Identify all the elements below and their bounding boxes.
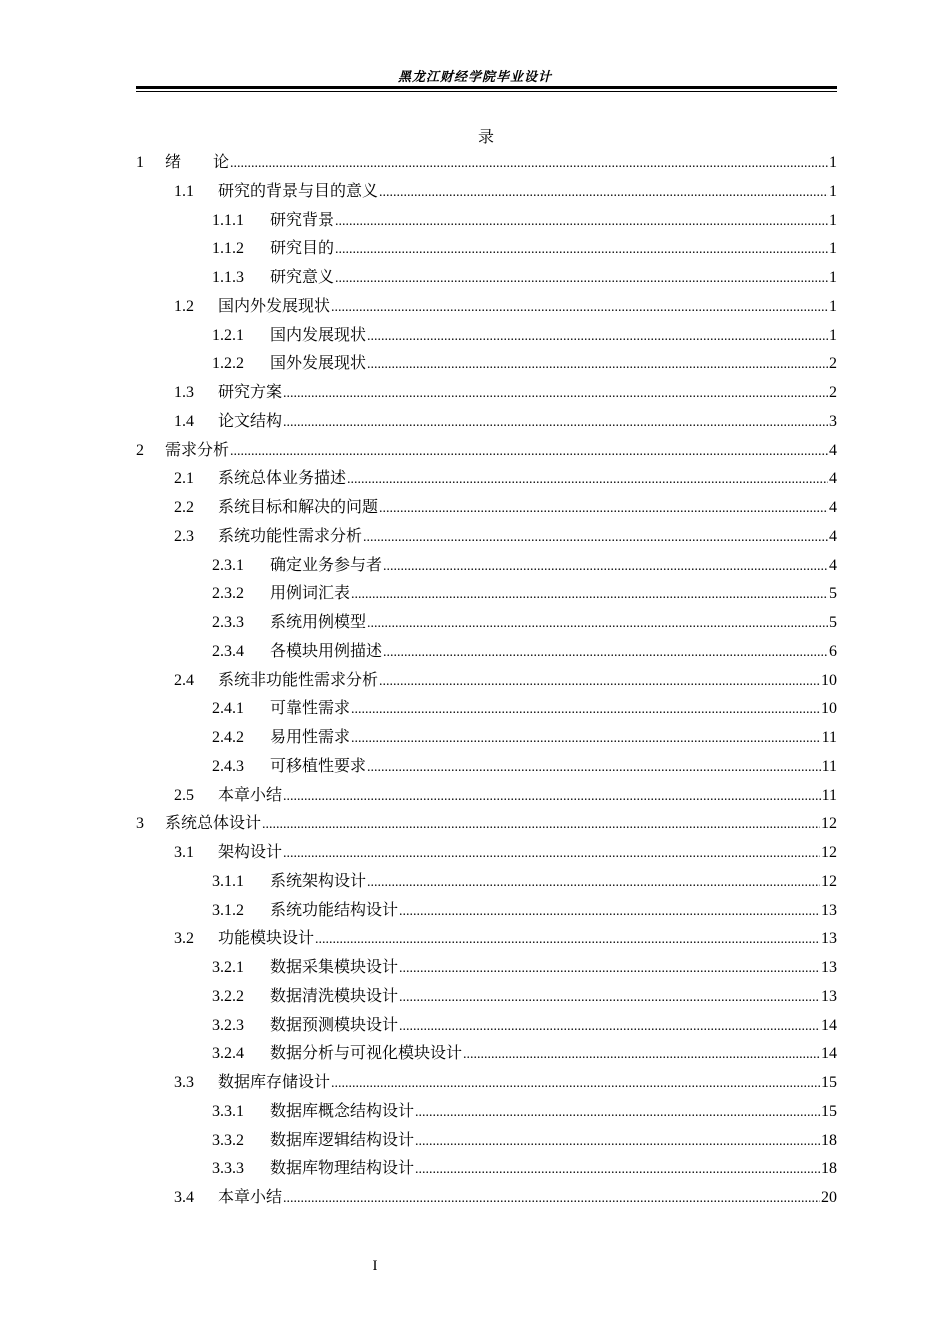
toc-entry-page: 10	[821, 671, 837, 689]
toc-entry-leader-dots	[399, 955, 820, 984]
toc-entry-number: 2.1	[174, 470, 194, 488]
toc-entry-leader-dots	[230, 438, 828, 467]
toc-entry-page: 4	[829, 499, 837, 516]
toc-entry[interactable]	[136, 1097, 837, 1126]
toc-entry-page: 11	[821, 757, 837, 775]
toc-entry-page: 12	[821, 844, 837, 861]
toc-entry-number: 3.3.3	[212, 1160, 244, 1178]
toc-entry[interactable]	[136, 148, 837, 177]
toc-entry-title: 数据库逻辑结构设计	[270, 1129, 415, 1149]
toc-entry[interactable]	[136, 436, 837, 465]
toc-entry-leader-dots	[335, 265, 828, 294]
toc-entry-title: 数据库物理结构设计	[270, 1158, 415, 1178]
toc-entry-leader-dots	[383, 639, 828, 668]
toc-entry-page: 11	[821, 729, 837, 746]
toc-entry-leader-dots	[347, 466, 828, 495]
toc-entry-page: 15	[821, 1102, 837, 1120]
toc-entry-title: 数据库概念结构设计	[270, 1100, 415, 1120]
toc-entry[interactable]	[136, 752, 837, 781]
toc-entry-number: 3.1.2	[212, 901, 244, 919]
table-of-contents	[136, 148, 837, 1212]
toc-entry-title: 国内外发展现状	[218, 295, 331, 315]
toc-entry-leader-dots	[283, 840, 820, 869]
toc-entry-leader-dots	[399, 1013, 820, 1042]
toc-entry-leader-dots	[367, 351, 828, 380]
toc-entry[interactable]	[136, 321, 837, 350]
toc-entry-title: 可移植性要求	[270, 755, 367, 775]
toc-entry-page: 18	[821, 1160, 837, 1178]
toc-entry-title: 论文结构	[218, 410, 283, 430]
toc-entry-title: 国内发展现状	[270, 324, 367, 344]
toc-entry-leader-dots	[335, 236, 828, 265]
toc-entry-page: 6	[829, 642, 837, 660]
toc-entry-number: 3.3	[174, 1074, 194, 1091]
toc-entry-title: 本章小结	[218, 1187, 283, 1206]
toc-entry[interactable]	[136, 1154, 837, 1183]
toc-entry-title: 系统功能结构设计	[270, 899, 399, 919]
toc-entry-page: 1	[829, 326, 837, 344]
toc-entry-title: 系统非功能性需求分析	[218, 669, 379, 689]
toc-entry[interactable]	[136, 723, 837, 752]
toc-entry[interactable]	[136, 579, 837, 608]
toc-entry-leader-dots	[415, 1156, 820, 1185]
page-number: I	[372, 1258, 378, 1274]
page-header-title: 黑龙江财经学院毕业设计	[397, 70, 552, 85]
toc-entry-number: 2	[136, 441, 144, 459]
toc-entry-page: 11	[821, 786, 837, 804]
toc-entry-number: 3.2.4	[212, 1045, 244, 1063]
toc-entry-number: 3.3.2	[212, 1131, 244, 1149]
toc-entry-leader-dots	[379, 668, 820, 697]
toc-entry-page: 2	[829, 355, 837, 373]
toc-entry-number: 1.1.3	[212, 269, 244, 286]
toc-entry[interactable]	[136, 1039, 837, 1068]
toc-entry-leader-dots	[463, 1041, 820, 1070]
toc-entry-leader-dots	[383, 553, 828, 582]
toc-entry[interactable]	[136, 206, 837, 235]
toc-entry-number: 2.3.4	[212, 642, 244, 660]
toc-entry-title: 易用性需求	[270, 727, 351, 746]
toc-entry[interactable]	[136, 263, 837, 292]
toc-entry[interactable]	[136, 781, 837, 810]
toc-entry-leader-dots	[351, 581, 828, 610]
toc-entry-number: 2.5	[174, 786, 194, 804]
toc-entry[interactable]	[136, 551, 837, 580]
header-rule-thick	[136, 86, 837, 89]
toc-entry-title: 各模块用例描述	[270, 640, 383, 660]
toc-entry-title: 研究背景	[270, 209, 335, 229]
header-rule-thin	[136, 91, 837, 92]
toc-entry-leader-dots	[367, 610, 828, 639]
toc-entry-page: 1	[829, 269, 837, 286]
toc-entry-page: 13	[821, 901, 837, 919]
toc-entry-title: 系统用例模型	[270, 612, 367, 631]
toc-entry-page: 13	[821, 930, 837, 948]
toc-entry[interactable]	[136, 1011, 837, 1040]
toc-title: 录	[477, 127, 494, 146]
toc-entry-number: 2.4.2	[212, 729, 244, 746]
toc-entry[interactable]	[136, 924, 837, 953]
toc-entry-number: 3.2	[174, 930, 194, 948]
toc-entry-page: 14	[821, 1045, 837, 1063]
toc-entry[interactable]	[136, 407, 837, 436]
toc-entry-number: 1.2.2	[212, 355, 244, 373]
toc-entry[interactable]	[136, 982, 837, 1011]
toc-entry-page: 2	[829, 384, 837, 401]
toc-entry-number: 3.2.3	[212, 1016, 244, 1034]
toc-entry-number: 1.2.1	[212, 326, 244, 344]
toc-entry-title: 研究意义	[270, 267, 335, 286]
toc-entry-page: 1	[829, 240, 837, 258]
toc-entry-number: 3.4	[174, 1189, 194, 1206]
toc-entry-title: 可靠性需求	[270, 698, 351, 718]
toc-entry-number: 1	[136, 154, 144, 171]
toc-entry[interactable]	[136, 809, 837, 838]
toc-entry[interactable]	[136, 953, 837, 982]
toc-entry-leader-dots	[367, 323, 828, 352]
toc-entry-number: 1.1.1	[212, 211, 244, 229]
toc-entry[interactable]	[136, 234, 837, 263]
toc-entry-leader-dots	[415, 1128, 820, 1157]
toc-entry-page: 18	[821, 1131, 837, 1149]
toc-entry-leader-dots	[283, 783, 821, 812]
toc-entry-leader-dots	[415, 1099, 820, 1128]
toc-entry-title: 确定业务参与者	[270, 554, 383, 574]
toc-entry-title: 研究的背景与目的意义	[218, 180, 379, 200]
toc-entry-title: 绪 论	[165, 152, 230, 171]
toc-entry[interactable]	[136, 694, 837, 723]
toc-entry-leader-dots	[379, 179, 828, 208]
toc-entry[interactable]	[136, 378, 837, 407]
toc-entry-number: 3.3.1	[212, 1102, 244, 1120]
toc-entry-title: 需求分析	[165, 439, 230, 459]
toc-entry-leader-dots	[315, 926, 820, 955]
toc-entry-number: 3.2.2	[212, 987, 244, 1005]
toc-entry-leader-dots	[335, 208, 828, 237]
toc-entry-title: 系统功能性需求分析	[218, 525, 363, 545]
toc-entry-page: 13	[821, 987, 837, 1005]
toc-entry-leader-dots	[283, 1185, 820, 1214]
toc-entry-title: 研究方案	[218, 382, 283, 401]
toc-entry-number: 2.4.3	[212, 757, 244, 775]
toc-entry-number: 3.1	[174, 844, 194, 861]
toc-entry-number: 1.1	[174, 182, 194, 200]
toc-entry-number: 2.4.1	[212, 700, 244, 718]
toc-entry[interactable]	[136, 867, 837, 896]
toc-entry[interactable]	[136, 1126, 837, 1155]
toc-entry-title: 功能模块设计	[218, 928, 315, 948]
toc-entry-number: 2.3	[174, 527, 194, 545]
toc-entry-page: 4	[829, 470, 837, 488]
toc-entry-leader-dots	[399, 984, 820, 1013]
toc-entry-title: 系统架构设计	[270, 870, 367, 890]
toc-entry-page: 12	[821, 872, 837, 890]
toc-entry-leader-dots	[283, 409, 828, 438]
toc-entry-title: 数据采集模块设计	[270, 957, 399, 976]
toc-entry-page: 13	[821, 959, 837, 976]
toc-entry-page: 3	[829, 412, 837, 430]
toc-entry[interactable]	[136, 838, 837, 867]
toc-entry-page: 14	[821, 1016, 837, 1034]
toc-entry-number: 3.2.1	[212, 959, 244, 976]
toc-entry-number: 3.1.1	[212, 872, 244, 890]
toc-entry-leader-dots	[351, 725, 821, 754]
toc-entry-number: 3	[136, 815, 144, 833]
toc-entry-number: 1.1.2	[212, 240, 244, 258]
toc-entry[interactable]	[136, 464, 837, 493]
toc-entry-number: 2.3.3	[212, 614, 244, 631]
toc-entry-page: 1	[829, 182, 837, 200]
toc-entry-page: 20	[821, 1189, 837, 1206]
toc-entry-leader-dots	[379, 495, 828, 524]
toc-entry-title: 研究目的	[270, 238, 335, 258]
toc-entry-number: 1.2	[174, 297, 194, 315]
toc-entry-leader-dots	[363, 524, 828, 553]
toc-entry[interactable]	[136, 177, 837, 206]
toc-entry-number: 2.4	[174, 671, 194, 689]
toc-entry-number: 1.3	[174, 384, 194, 401]
toc-entry-page: 4	[829, 441, 837, 459]
toc-entry[interactable]	[136, 637, 837, 666]
toc-entry-page: 5	[829, 585, 837, 603]
toc-entry-number: 2.2	[174, 499, 194, 516]
toc-entry[interactable]	[136, 666, 837, 695]
toc-entry-number: 2.3.2	[212, 585, 244, 603]
toc-entry-page: 12	[821, 815, 837, 833]
toc-entry-title: 架构设计	[218, 842, 283, 861]
toc-entry-leader-dots	[331, 1070, 820, 1099]
toc-entry-leader-dots	[262, 811, 820, 840]
toc-entry-title: 数据库存储设计	[218, 1072, 331, 1091]
toc-entry-title: 数据预测模块设计	[270, 1014, 399, 1034]
toc-entry-title: 系统目标和解决的问题	[218, 497, 379, 516]
toc-entry[interactable]	[136, 608, 837, 637]
toc-entry-title: 国外发展现状	[270, 353, 367, 373]
toc-entry-page: 4	[829, 556, 837, 574]
toc-entry-leader-dots	[351, 696, 820, 725]
toc-entry-title: 本章小结	[218, 784, 283, 804]
toc-entry-number: 2.3.1	[212, 556, 244, 574]
toc-entry-leader-dots	[367, 754, 821, 783]
toc-entry[interactable]	[136, 1068, 837, 1097]
toc-entry-page: 4	[829, 527, 837, 545]
toc-entry-title: 系统总体设计	[165, 813, 262, 833]
toc-entry[interactable]	[136, 1183, 837, 1212]
toc-entry-leader-dots	[367, 869, 820, 898]
toc-entry-page: 1	[829, 211, 837, 229]
toc-entry-number: 1.4	[174, 412, 194, 430]
toc-entry-page: 5	[829, 614, 837, 631]
toc-entry-leader-dots	[283, 380, 828, 409]
toc-entry[interactable]	[136, 349, 837, 378]
toc-entry-page: 10	[821, 700, 837, 718]
toc-entry-title: 数据分析与可视化模块设计	[270, 1043, 463, 1063]
toc-entry-title: 用例词汇表	[270, 583, 351, 603]
toc-entry-title: 数据清洗模块设计	[270, 985, 399, 1005]
toc-entry-page: 15	[821, 1074, 837, 1091]
toc-entry-leader-dots	[399, 898, 820, 927]
toc-entry-leader-dots	[331, 294, 828, 323]
toc-entry[interactable]	[136, 292, 837, 321]
toc-entry[interactable]	[136, 522, 837, 551]
toc-entry-leader-dots	[230, 150, 828, 179]
toc-entry[interactable]	[136, 493, 837, 522]
toc-entry-page: 1	[829, 297, 837, 315]
toc-entry[interactable]	[136, 896, 837, 925]
toc-entry-page: 1	[829, 154, 837, 171]
toc-entry-title: 系统总体业务描述	[218, 468, 347, 488]
